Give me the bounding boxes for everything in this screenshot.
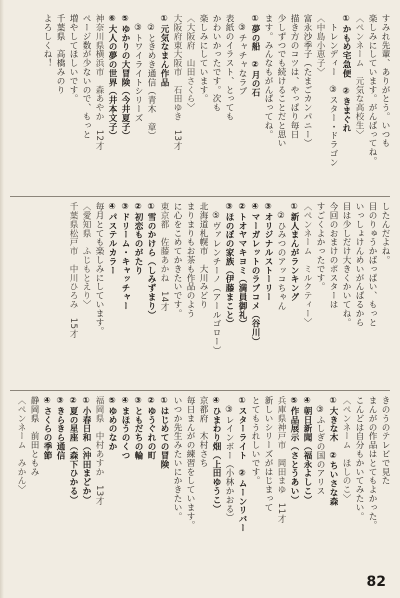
reader-letters-bottom-section: [10, 396, 390, 574]
text-column: 福岡県 中村あすか 13才: [94, 396, 104, 506]
text-column: 今回のおまけのポスターは: [328, 202, 338, 309]
text-column: に心をこめてかきたいです。: [172, 202, 182, 318]
text-column: ①新人まんがランキング: [289, 202, 299, 302]
text-column: 北海道札幌市 大川みどり: [198, 202, 208, 309]
text-column: 静岡県 前田ともみ: [29, 396, 39, 477]
text-column: 増やしてほしいです。: [68, 14, 78, 103]
text-column: 〈中島小恵子〉: [315, 14, 325, 77]
text-column: ④朝日新聞（福永よしこ）: [302, 396, 312, 505]
text-column: ③レインボー（小林かおる）: [224, 396, 234, 522]
text-column: ④パステルカラー: [107, 202, 117, 275]
text-column: ⑥大人の夢の世界（井本文子）: [107, 14, 117, 140]
text-column: ②トオヤマキヨミ（満員御礼）: [237, 202, 247, 328]
text-column: すごくよかったです。: [315, 202, 325, 291]
text-column: ③ドリーム・キャッチャー: [120, 202, 130, 311]
text-column: ①雪のかけら（しみずまり）: [146, 202, 156, 320]
text-column: 富永沙季子（たまごカンパニー）: [302, 14, 312, 148]
text-column: 大阪府東大阪市 石田ゆき 13才: [172, 14, 182, 151]
text-column: きのうのテレビで見た: [380, 396, 390, 485]
text-column: かわいかったです。次も: [211, 14, 221, 112]
text-column: したんだよね。: [380, 202, 390, 265]
text-column: 兵庫県神戸市 岡田まゆ 11才: [276, 396, 286, 524]
text-column: 〈愛知県 ふじもとえり〉: [81, 202, 91, 309]
text-column: ⑤ゆめのなか: [107, 396, 117, 451]
text-column: こんどは自分もかいてみたい。: [354, 396, 364, 521]
text-column: 〈大阪府 山田さくら〉: [185, 14, 195, 112]
text-column: いつか先生みたいにかきたい。: [172, 396, 182, 521]
text-column: ②夏の星座（森下ひかる）: [68, 396, 78, 505]
text-column: 京都府 木村さち: [198, 396, 208, 468]
text-column: ③ともだちの輪: [133, 396, 143, 460]
text-column: ⑤ヴァレンチーノ（アールゴロー）: [211, 202, 221, 355]
text-column: すみれ先輩、ありがとう。いつも: [380, 14, 390, 148]
text-column: トレンディー ③スター・ドラゴン: [328, 14, 338, 167]
page-spine-shadow: [0, 0, 4, 598]
text-column: ⑤ゆかりの大冒険（今井夏子）: [120, 14, 130, 140]
text-column: ①スターライト ②ムーンリバー: [237, 396, 247, 533]
text-column: ②初恋ものがたり: [133, 202, 143, 275]
text-column: 描き方のコツは、やっぱり毎日: [289, 14, 299, 139]
text-column: 〈ペンネーム みかん〉: [16, 396, 26, 494]
text-column: ①はじめての冒険: [159, 396, 169, 469]
text-column: ①元気なまん作品: [159, 14, 169, 87]
text-column: ③オリジナルストーリー: [263, 202, 273, 302]
text-column: 東京都 佐藤あかね 14才: [159, 202, 169, 312]
text-column: とてもうれしいです。: [250, 396, 260, 485]
text-column: 〈ペンネーム ミルクティー〉: [302, 202, 312, 327]
text-column: ①夢の船 ②月の石: [250, 14, 260, 97]
reader-letters-top-section: [10, 14, 390, 192]
text-column: ③ほのぼの家族（伊藤まこと）: [224, 202, 234, 328]
text-column: ページ数が少ないので、もっと: [81, 14, 91, 139]
reader-letters-middle-section: [10, 202, 390, 386]
text-column: まりまりもお茶も作品のよう: [185, 202, 195, 318]
text-column: ④マーガレットのラブコメ（谷川）: [250, 202, 260, 346]
text-column: 神奈川県横浜市 森あやか 12才: [94, 14, 104, 151]
page-number: 82: [366, 574, 386, 590]
section-divider-bottom: [10, 390, 390, 391]
text-column: ③トワイライトシリーズ: [133, 14, 143, 123]
text-column: 目は少しだけ大きくかいてね。: [341, 202, 351, 327]
text-column: 新しいシリーズがはじまって: [263, 396, 273, 512]
text-column: ます。みんなもがんばってね。: [263, 14, 273, 139]
text-column: ①かもめ宅急便 ②きまぐれ: [341, 14, 351, 133]
text-column: ④ひまわり畑（上田ゆうこ）: [211, 396, 221, 514]
text-column: ③ふしぎの国のアリス: [315, 396, 325, 496]
text-column: ③チャチャなラブ: [237, 14, 247, 96]
text-column: まんがの作品はとてもよかった。: [367, 396, 377, 530]
text-column: ④さくらの季節: [42, 396, 52, 460]
text-column: ③きらきら通信: [55, 396, 65, 460]
text-column: 毎日まんがの練習をしています。: [185, 396, 195, 530]
text-column: 目のりゅうかばっぱい、もっと: [367, 202, 377, 327]
text-column: ②ゆうぐれの町: [146, 396, 156, 460]
section-divider-top: [10, 196, 390, 197]
text-column: ⑤作品展示（さとうあい）: [289, 396, 299, 505]
text-column: 〈ペンネーム ほしのこ〉: [341, 396, 351, 503]
text-column: ①小春日和（沖田まどか）: [81, 396, 91, 505]
text-column: 〈ペンネーム 元気な高校生〉: [354, 14, 364, 139]
text-column: ④まほうのくつ: [120, 396, 130, 460]
text-column: 千葉県 高橋みのり: [55, 14, 65, 95]
text-column: ①大きな木 ②ちいさな森: [328, 396, 338, 506]
text-column: 少しずつでも続けることだと思い: [276, 14, 286, 148]
text-column: いっしょけんめいがんばるから: [354, 202, 364, 327]
text-column: 表紙のイラスト、とっても: [224, 14, 234, 121]
text-column: 毎月とても楽しみにしています。: [94, 202, 104, 336]
text-column: 千葉県松戸市 中川ひろみ 15才: [68, 202, 78, 339]
text-column: 楽しみにしています。: [198, 14, 208, 103]
text-column: ②ひみつのアッコちゃん: [276, 202, 286, 311]
text-column: よろしくね！: [42, 14, 52, 68]
text-column: 楽しみにしています。がんばってね。: [367, 14, 377, 166]
text-column: ②ときめき通信（青木 章）: [146, 14, 156, 140]
